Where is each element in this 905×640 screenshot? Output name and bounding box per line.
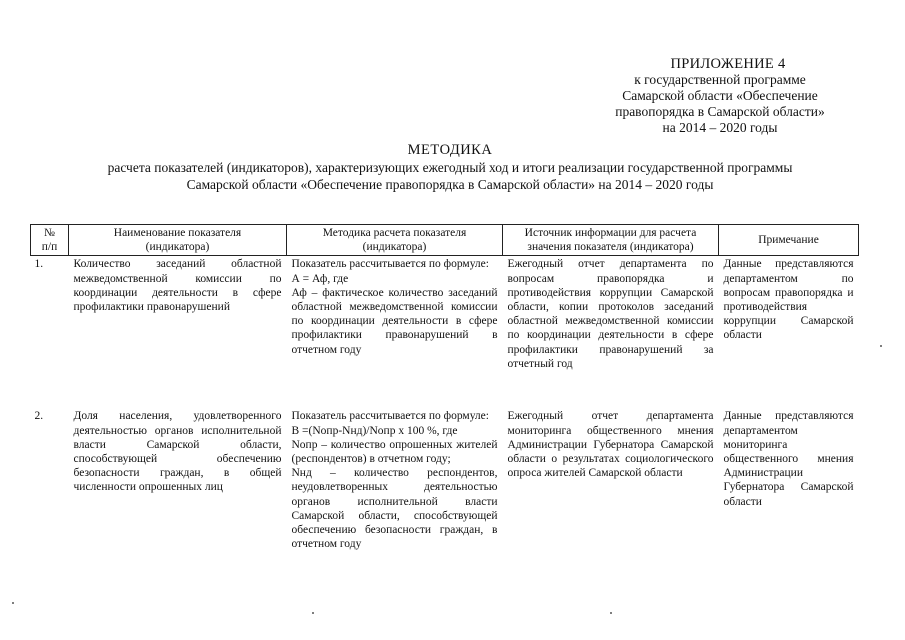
appendix-line: к государственной программе xyxy=(634,72,806,87)
document-title xyxy=(20,142,880,193)
scan-speck xyxy=(12,602,14,604)
scan-speck xyxy=(312,612,314,614)
row-source: Ежегодный отчет департамента по вопросам правопорядка и противодействия коррупции Самарской области, копии протоколов заседаний областной межведомственной комиссии по координации деятельности в сфере профилактики правонарушений за отчетный год xyxy=(507,258,714,370)
appendix-block xyxy=(600,56,840,136)
row-name: Доля населения, удовлетворенного деятельностью органов исполнительной власти Самарской области, способствующей обеспечению безопасности граждан, в общей численности опрошенных лиц xyxy=(73,410,282,494)
appendix-line: на 2014 – 2020 годы xyxy=(662,120,778,135)
row-name: Количество заседаний областной межведомственной комиссии по координации деятельности в сфере профилактики правонарушений xyxy=(73,258,282,314)
row-num: 1. xyxy=(34,258,44,271)
appendix-heading: ПРИЛОЖЕНИЕ 4 xyxy=(670,56,786,72)
table-row xyxy=(31,405,859,609)
row-method: Показатель рассчитывается по формуле: А = Аф, где Аф – фактическое количество заседаний областной межведомственной комиссии по координации деятельности в сфере профилактики правонарушений в отчетном году xyxy=(291,258,498,356)
header-num: № п/п xyxy=(31,225,69,256)
row-note: Данные представляются департаментом мониторинга общественного мнения Администрации Губернатора Самарской области xyxy=(723,410,854,508)
scan-speck xyxy=(880,345,882,347)
title-line-2: Самарской области «Обеспечение правопорядка в Самарской области» на 2014 – 2020 годы xyxy=(186,177,714,192)
appendix-line: Самарской области «Обеспечение xyxy=(622,88,818,103)
row-note: Данные представляются департаментом по вопросам правопорядка и противодействия коррупции Самарской области xyxy=(723,258,854,342)
row-source: Ежегодный отчет департамента мониторинга общественного мнения Администрации Губернатора Самарской области о результатах социологического опроса жителей Самарской области xyxy=(507,410,714,480)
indicators-table xyxy=(30,224,859,609)
row-num: 2. xyxy=(34,410,44,423)
header-source: Источник информации для расчета значения показателя (индикатора) xyxy=(503,225,719,256)
appendix-line: правопорядка в Самарской области» xyxy=(615,104,825,119)
title-line-1: расчета показателей (индикаторов), характеризующих ежегодный ход и итоги реализации государственной программы xyxy=(107,160,793,175)
header-note: Примечание xyxy=(719,225,859,256)
header-method: Методика расчета показателя (индикатора) xyxy=(287,225,503,256)
title-main: МЕТОДИКА xyxy=(407,142,493,158)
header-name: Наименование показателя (индикатора) xyxy=(69,225,287,256)
scan-speck xyxy=(610,612,612,614)
table-header-row xyxy=(31,225,859,256)
table-row xyxy=(31,256,859,406)
row-method: Показатель рассчитывается по формуле: В =(Nопр-Nнд)/Nопр x 100 %, где Nопр – количество опрошенных жителей (респондентов) в отчетном году; Nнд – количество респондентов, неудовлетворенных деятельностью органов исполнительной власти Самарской области, способствующей обеспечению безопасности граждан, в отчетном году xyxy=(291,410,498,551)
